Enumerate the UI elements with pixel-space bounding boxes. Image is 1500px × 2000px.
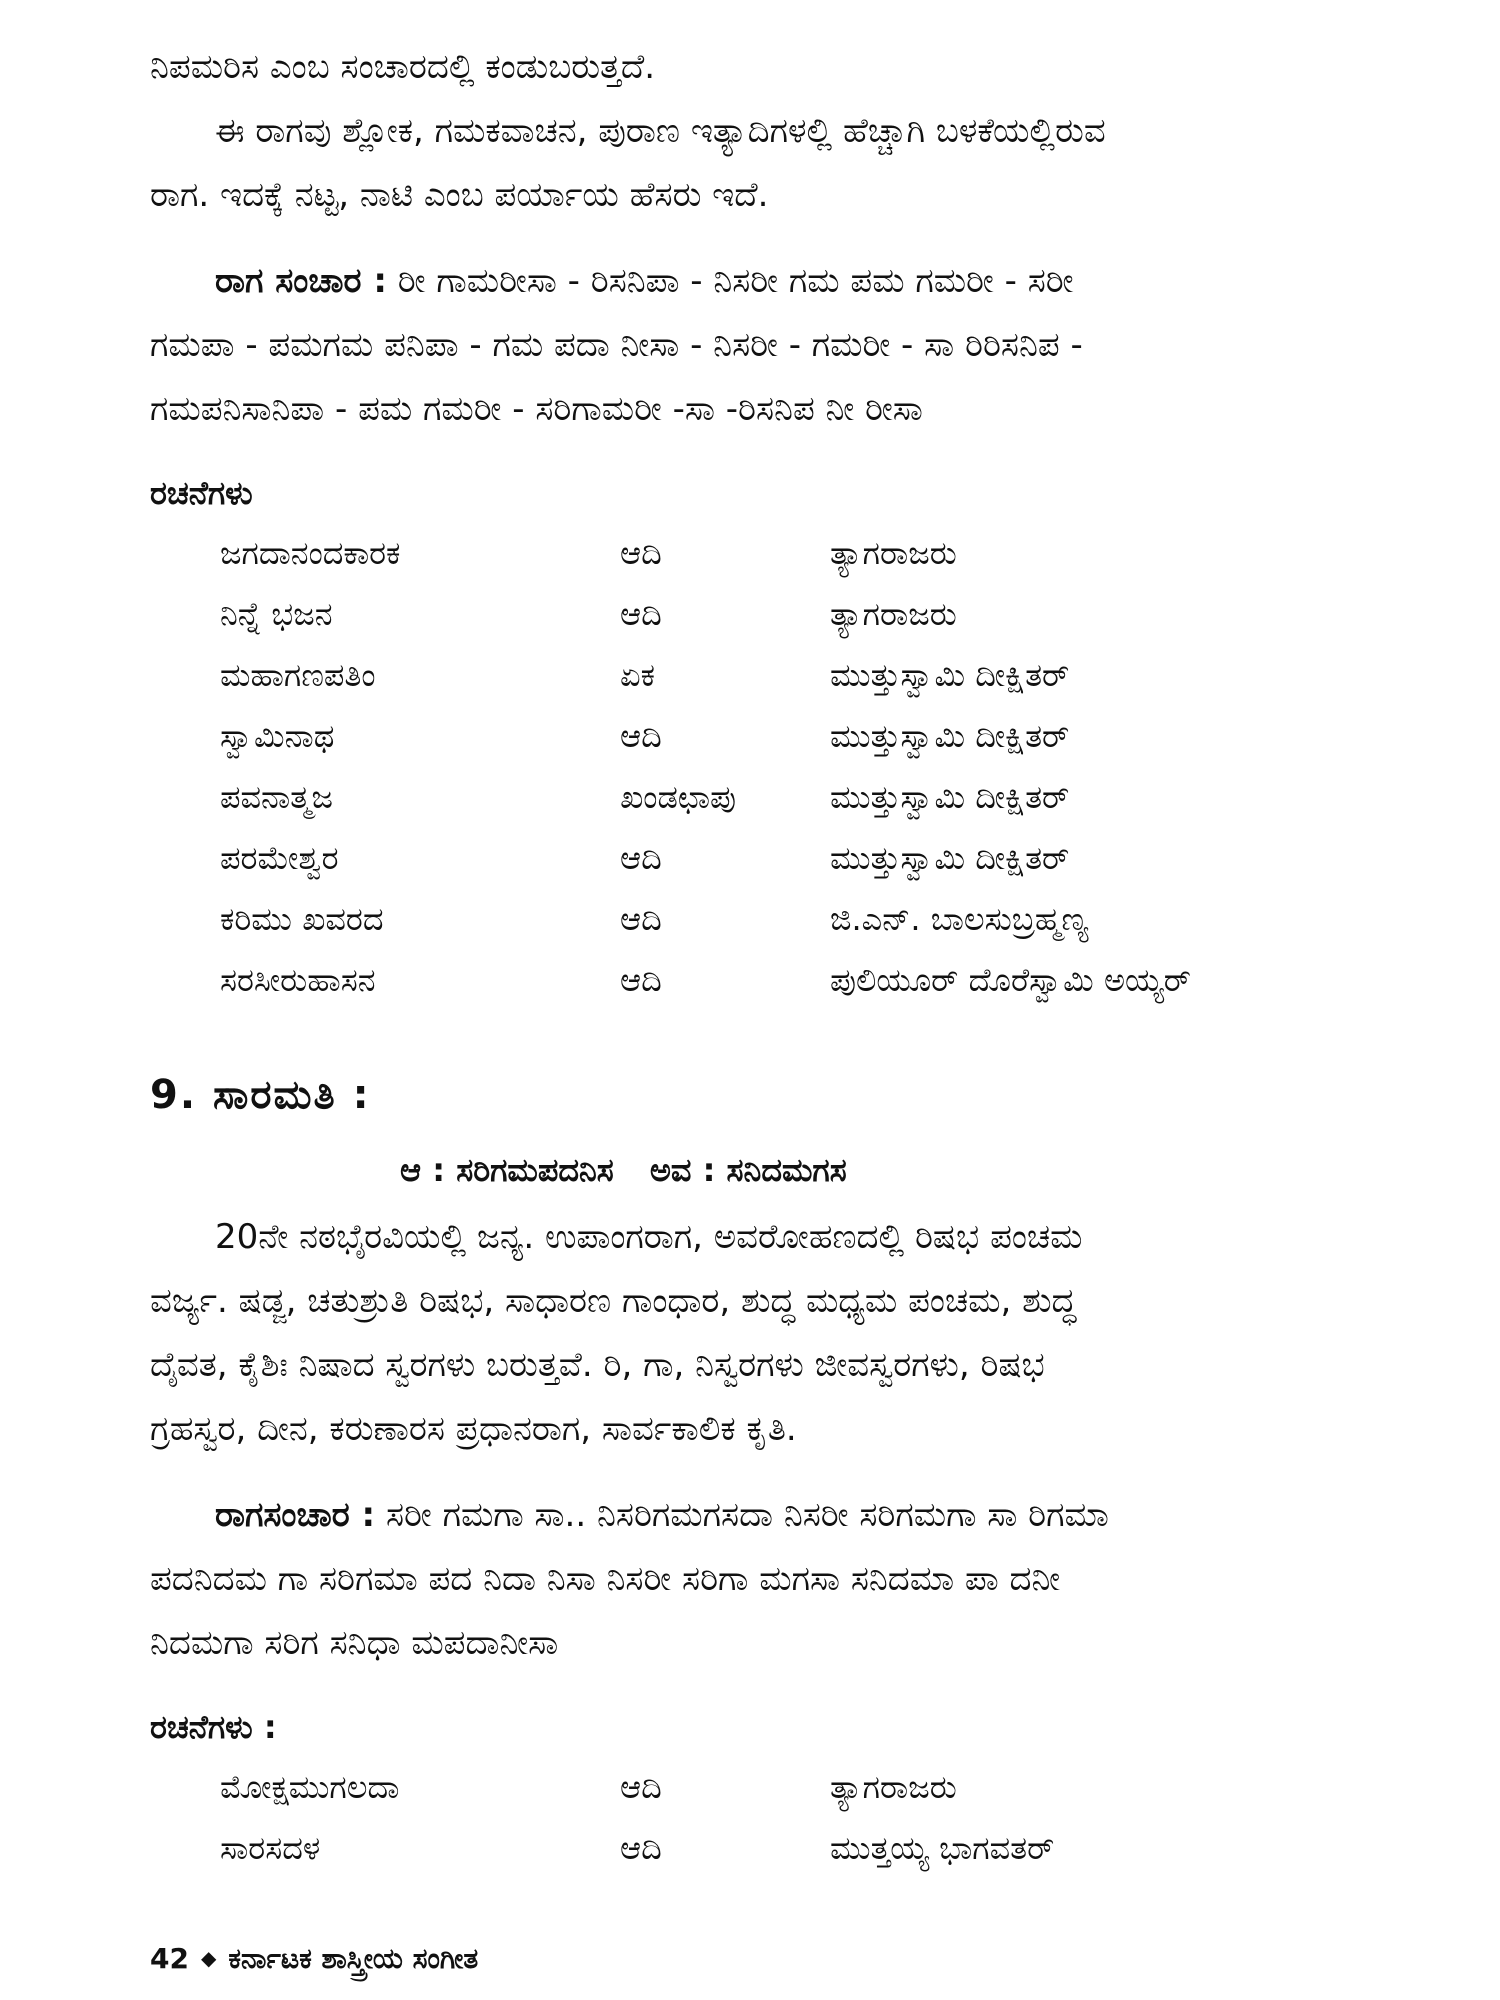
raga-sanchara-label: ರಾಗ ಸಂಚಾರ : [215,261,387,301]
raga-sanchara-line: ನಿದಮಗಾ ಸರಿಗ ಸನಿಧಾ ಮಪದಾನೀಸಾ [150,1623,559,1663]
composition-tala: ಆದಿ [620,1768,662,1806]
composition-title: ಪರಮೇಶ್ವರ [220,839,339,877]
composition-composer: ಜಿ.ಎನ್. ಬಾಲಸುಬ್ರಹ್ಮಣ್ಯ [830,900,1089,938]
table-row [220,767,1191,828]
raga-sanchara-line [150,1483,1360,1547]
composition-tala: ಆದಿ [620,534,662,572]
composition-composer: ಪುಲಿಯೂರ್ ದೊರೆಸ್ವಾಮಿ ಅಯ್ಯರ್ [830,961,1192,999]
composition-title: ಸಾರಸದಳ [220,1829,321,1867]
table-row [220,950,1191,1011]
composition-tala: ಆದಿ [620,839,662,877]
avarohana-value: ಸನಿದಮಗಸ [726,1151,847,1189]
composition-title: ನಿನ್ನೆ ಭಜನ [220,595,333,633]
intro-paragraph-line: ರಾಗ. ಇದಕ್ಕೆ ನಟ್ಟ, ನಾಟಿ ಎಂಬ ಪರ್ಯಾಯ ಹೆಸರು ಇದೆ. [150,175,769,215]
intro-line: ನಿಪಮರಿಸ ಎಂಬ ಸಂಚಾರದಲ್ಲಿ ಕಂಡುಬರುತ್ತದೆ. [150,47,656,87]
composition-title: ಸರಸೀರುಹಾಸನ [220,961,376,999]
raga-name: ಸಾರಮತಿ [212,1072,337,1118]
compositions-heading: ರಚನೆಗಳು [150,474,253,512]
composition-composer: ಮುತ್ತುಸ್ವಾಮಿ ದೀಕ್ಷಿತರ್ [830,839,1070,877]
raga-sanchara-text: ಸರೀ ಗಮಗಾ ಸಾ.. ನಿಸರಿಗಮಗಸದಾ ನಿಸರೀ ಸರಿಗಮಗಾ ಸಾ ರಿಗಮಾ [385,1495,1109,1535]
table-row [220,523,1191,584]
composition-title: ಮಹಾಗಣಪತಿಂ [220,656,376,694]
intro-paragraph-line: ಈ ರಾಗವು ಶ್ಲೋಕ, ಗಮಕವಾಚನ, ಪುರಾಣ ಇತ್ಯಾದಿಗಳಲ್ಲಿ ಹೆಚ್ಚಾಗಿ ಬಳಕೆಯಲ್ಲಿರುವ [215,111,1106,151]
composition-tala: ಖಂಡಛಾಪು [620,778,737,816]
composition-composer: ಮುತ್ತುಸ್ವಾಮಿ ದೀಕ್ಷಿತರ್ [830,778,1070,816]
composition-tala: ಆದಿ [620,961,662,999]
composition-tala: ಆದಿ [620,595,662,633]
raga-sanchara-line: ಗಮಪನಿಸಾನಿಪಾ - ಪಮ ಗಮರೀ - ಸರಿಗಾಮರೀ -ಸಾ -ರಿಸನಿಪ ನೀ ರೀಸಾ [150,389,923,429]
compositions-table [220,1757,1054,1879]
compositions-heading: ರಚನೆಗಳು : [150,1708,277,1746]
table-row [220,828,1191,889]
page-content [150,35,1360,1879]
raga-scale [150,1135,1360,1205]
avarohana-label: ಅವ : [649,1151,716,1189]
raga-sanchara-line: ಗಮಪಾ - ಪಮಗಮ ಪನಿಪಾ - ಗಮ ಪದಾ ನೀಸಾ - ನಿಸರೀ - ಗಮರೀ - ಸಾ ರಿರಿಸನಿಪ - [150,325,1083,365]
table-row [220,889,1191,950]
raga-description-line: ದೈವತ, ಕೈಶಿಃ ನಿಷಾದ ಸ್ವರಗಳು ಬರುತ್ತವೆ. ರಿ, ಗಾ, ನಿಸ್ವರಗಳು ಜೀವಸ್ವರಗಳು, ರಿಷಭ [150,1345,1045,1385]
composition-title: ಪವನಾತ್ಮಜ [220,778,333,816]
composition-composer: ತ್ಯಾಗರಾಜರು [830,595,957,633]
raga-sanchara-line: ಪದನಿದಮ ಗಾ ಸರಿಗಮಾ ಪದ ನಿದಾ ನಿಸಾ ನಿಸರೀ ಸರಿಗಾ ಮಗಸಾ ಸನಿದಮಾ ಪಾ ದನೀ [150,1559,1061,1599]
raga-description-line: ವರ್ಜ್ಯ. ಷಡ್ಜ, ಚತುಶ್ರುತಿ ರಿಷಭ, ಸಾಧಾರಣ ಗಾಂಧಾರ, ಶುದ್ಧ ಮಧ್ಯಮ ಪಂಚಮ, ಶುದ್ಧ [150,1281,1077,1321]
composition-tala: ಆದಿ [620,717,662,755]
diamond-icon: ◆ [200,1946,217,1970]
raga-heading [150,1055,1360,1135]
arohana-value: ಸರಿಗಮಪದನಿಸ [456,1151,614,1189]
raga-colon: : [352,1072,371,1118]
arohana-label: ಆ : [400,1151,446,1189]
raga-sanchara-label: ರಾಗಸಂಚಾರ : [215,1495,376,1535]
table-row [220,584,1191,645]
page-number: 42 [150,1942,189,1975]
raga-sanchara-text: ರೀ ಗಾಮರೀಸಾ - ರಿಸನಿಪಾ - ನಿಸರೀ ಗಮ ಪಮ ಗಮರೀ - ಸರೀ [397,261,1074,301]
raga-description-line: ಗ್ರಹಸ್ವರ, ದೀನ, ಕರುಣಾರಸ ಪ್ರಧಾನರಾಗ, ಸಾರ್ವಕಾಲಿಕ ಕೃತಿ. [150,1409,797,1449]
table-row [220,645,1191,706]
table-row [220,706,1191,767]
composition-composer: ಮುತ್ತಯ್ಯ ಭಾಗವತರ್ [830,1829,1055,1867]
composition-title: ಮೋಕ್ಷಮುಗಲದಾ [220,1768,400,1806]
table-row [220,1757,1054,1818]
composition-composer: ತ್ಯಾಗರಾಜರು [830,1768,957,1806]
composition-title: ಜಗದಾನಂದಕಾರಕ [220,534,401,572]
table-row [220,1818,1054,1879]
composition-composer: ತ್ಯಾಗರಾಜರು [830,534,957,572]
composition-composer: ಮುತ್ತುಸ್ವಾಮಿ ದೀಕ್ಷಿತರ್ [830,717,1070,755]
composition-title: ಸ್ವಾಮಿನಾಥ [220,717,335,755]
raga-sanchara-line [150,249,1360,313]
page-footer [150,1942,478,1976]
compositions-table [220,523,1191,1011]
composition-tala: ಆದಿ [620,900,662,938]
composition-tala: ಏಕ [620,656,656,694]
book-title: ಕರ್ನಾಟಕ ಶಾಸ್ತ್ರೀಯ ಸಂಗೀತ [228,1942,479,1975]
composition-title: ಕರಿಮು ಖವರದ [220,900,384,938]
composition-tala: ಆದಿ [620,1829,662,1867]
composition-composer: ಮುತ್ತುಸ್ವಾಮಿ ದೀಕ್ಷಿತರ್ [830,656,1070,694]
raga-number: 9. [150,1072,198,1118]
raga-description-line: 20ನೇ ನಠಭೈರವಿಯಲ್ಲಿ ಜನ್ಯ. ಉಪಾಂಗರಾಗ, ಅವರೋಹಣದಲ್ಲಿ ರಿಷಭ ಪಂಚಮ [215,1217,1083,1257]
